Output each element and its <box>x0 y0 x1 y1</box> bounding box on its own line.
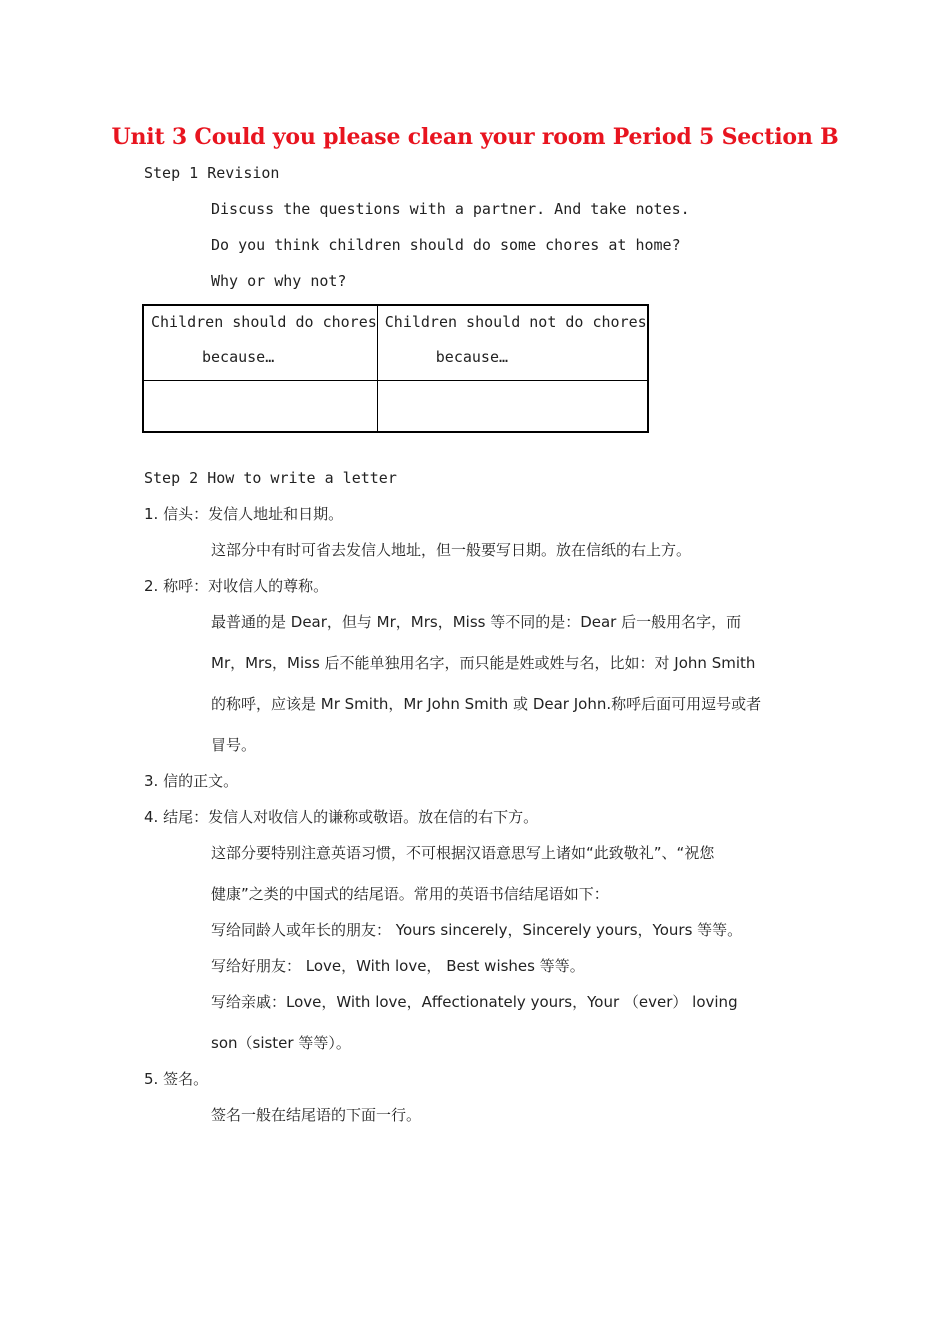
table-row <box>143 381 648 433</box>
salutation-detail-line: 最普通的是 Dear，但与 Mr，Mrs，Miss 等不同的是：Dear 后一般用名字，而 <box>211 613 742 631</box>
header-should-not-because: because… <box>435 348 509 366</box>
step1-heading: Step 1 Revision <box>144 164 280 182</box>
list-item-closing: 4. 结尾：发信人对收信人的谦称或敬语。放在信的右下方。 <box>144 808 539 826</box>
salutation-detail-line: Mr，Mrs，Miss 后不能单独用名字，而只能是姓或姓与名，比如：对 John Smith <box>211 654 756 672</box>
step1-question-followup: Why or why not? <box>211 272 347 290</box>
closing-detail-line: son（sister 等等）。 <box>211 1034 351 1052</box>
header-should-because: because… <box>202 348 275 366</box>
closing-detail-line: 这部分要特别注意英语习惯，不可根据汉语意思写上诸如“此致敬礼”、“祝您 <box>211 844 715 862</box>
closing-detail-line: 写给同龄人或年长的朋友： Yours sincerely，Sincerely yours，Yours 等等。 <box>211 921 743 939</box>
step1-instruction: Discuss the questions with a partner. And take notes. <box>211 200 690 218</box>
list-item-salutation: 2. 称呼：对收信人的尊称。 <box>144 577 329 595</box>
header-should-not-text: Children should not do chores <box>384 313 647 331</box>
document-title: Unit 3 Could you please clean your room Period 5 Section B <box>111 124 839 150</box>
list-item-body: 3. 信的正文。 <box>144 772 239 790</box>
step1-question: Do you think children should do some chores at home? <box>211 236 681 254</box>
signature-detail: 签名一般在结尾语的下面一行。 <box>211 1106 422 1124</box>
list-item-signature: 5. 签名。 <box>144 1070 209 1088</box>
table-header-cell-should-not <box>377 305 648 381</box>
table-header-row <box>143 305 648 381</box>
header-should-text: Children should do chores <box>151 313 377 331</box>
table-cell-should-not-notes <box>377 381 648 433</box>
salutation-detail-line: 冒号。 <box>211 736 257 754</box>
table-cell-should-notes <box>143 381 377 433</box>
chores-notes-table <box>142 304 649 433</box>
closing-detail-line: 写给亲戚：Love，With love，Affectionately yours，Your （ever） loving <box>211 993 738 1011</box>
step2-heading: Step 2 How to write a letter <box>144 469 397 487</box>
closing-detail-line: 健康”之类的中国式的结尾语。常用的英语书信结尾语如下： <box>211 885 609 903</box>
closing-detail-line: 写给好朋友： Love，With love， Best wishes 等等。 <box>211 957 585 975</box>
letter-head-detail: 这部分中有时可省去发信人地址，但一般要写日期。放在信纸的右上方。 <box>211 541 692 559</box>
list-item-letter-head: 1. 信头：发信人地址和日期。 <box>144 505 344 523</box>
table-header-cell-should <box>143 305 377 381</box>
salutation-detail-line: 的称呼，应该是 Mr Smith，Mr John Smith 或 Dear John.称呼后面可用逗号或者 <box>211 695 762 713</box>
